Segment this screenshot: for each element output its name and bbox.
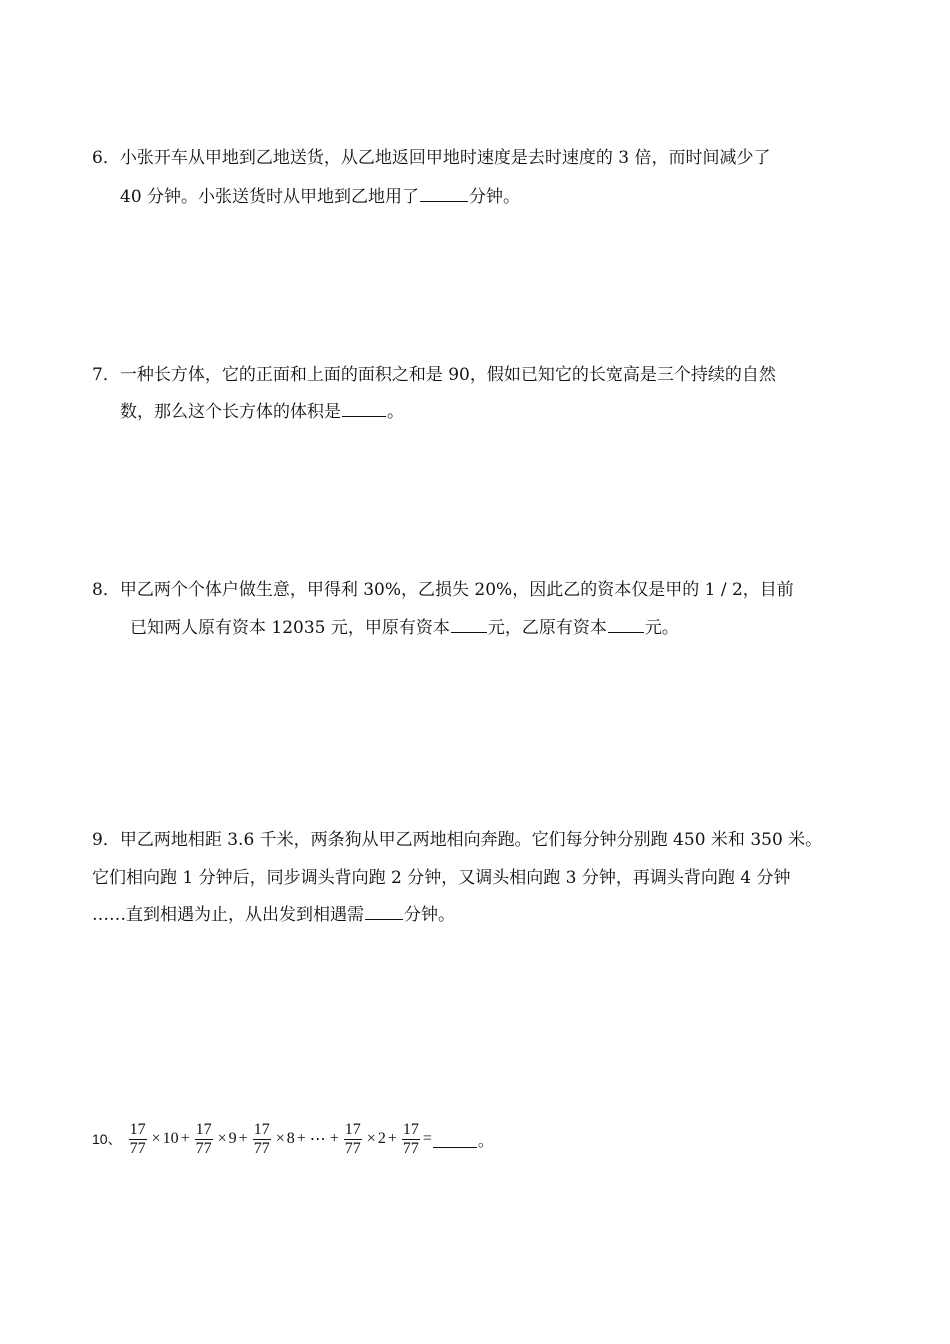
times-sign: ×: [275, 1130, 285, 1147]
q8-line2-end: 元。: [644, 618, 679, 638]
fraction-denominator: 77: [344, 1139, 361, 1157]
fraction: [253, 1121, 271, 1158]
q6-line2-text: 40 分钟。小张送货时从甲地到乙地用了: [120, 187, 420, 207]
q6-line2: [120, 185, 520, 209]
ellipsis: ⋯: [309, 1131, 326, 1148]
q6-line1: 6．小张开车从甲地到乙地送货，从乙地返回甲地时速度是去时速度的 3 倍，而时间减少了: [92, 148, 771, 168]
q7-line2: [120, 400, 404, 424]
q8-answer-blank-2: [608, 616, 644, 633]
fraction-numerator: 17: [344, 1120, 361, 1138]
q6-answer-blank: [420, 185, 468, 202]
multiplier: 9: [228, 1130, 237, 1147]
fraction: [402, 1121, 420, 1158]
fraction-numerator: 17: [253, 1120, 270, 1138]
fraction-numerator: 17: [402, 1120, 419, 1138]
equals-sign: =: [422, 1130, 432, 1147]
fraction: [129, 1121, 147, 1158]
fraction-denominator: 77: [195, 1139, 212, 1157]
plus-sign: +: [180, 1130, 190, 1147]
fraction-numerator: 17: [195, 1120, 212, 1138]
q8-line2-mid: 元，乙原有资本: [487, 618, 607, 638]
q8-line2-text: 已知两人原有资本 12035 元，甲原有资本: [130, 618, 450, 638]
q10-expression: [92, 1116, 494, 1162]
fraction-denominator: 77: [253, 1139, 270, 1157]
multiplier: 8: [286, 1130, 295, 1147]
plus-sign: +: [296, 1130, 306, 1147]
q10-answer-blank: [433, 1131, 477, 1148]
plus-sign: +: [238, 1130, 248, 1147]
q9-line2: 它们相向跑 1 分钟后，同步调头背向跑 2 分钟，又调头相向跑 3 分钟，再调头背向跑 4 分钟: [92, 868, 791, 888]
q7-answer-blank: [342, 400, 386, 417]
q8-answer-blank-1: [451, 616, 487, 633]
q9-line3-end: 分钟。: [404, 905, 455, 925]
q7-line1: 7．一种长方体，它的正面和上面的面积之和是 90，假如已知它的长宽高是三个持续的自然: [92, 365, 776, 385]
q8-line2: [130, 616, 679, 640]
q9-line3-text: ……直到相遇为止，从出发到相遇需: [92, 905, 364, 925]
fraction-denominator: 77: [402, 1139, 419, 1157]
times-sign: ×: [366, 1130, 376, 1147]
q9-line3: [92, 903, 455, 927]
times-sign: ×: [217, 1130, 227, 1147]
fraction: [195, 1121, 213, 1158]
plus-sign: +: [387, 1130, 397, 1147]
plus-sign: +: [329, 1130, 339, 1147]
times-sign: ×: [151, 1130, 161, 1147]
q10-end: 。: [477, 1132, 494, 1150]
multiplier: 10: [162, 1130, 179, 1147]
q10-label: 10、: [92, 1131, 122, 1147]
q7-line2-end: 。: [387, 402, 404, 422]
q6-line2-end: 分钟。: [469, 187, 521, 207]
multiplier: 2: [377, 1130, 386, 1147]
fraction: [344, 1121, 362, 1158]
q9-answer-blank: [365, 903, 403, 920]
fraction-denominator: 77: [129, 1139, 146, 1157]
q9-line1: 9．甲乙两地相距 3.6 千米，两条狗从甲乙两地相向奔跑。它们每分钟分别跑 450 米和 350 米。: [92, 830, 823, 850]
q7-line2-text: 数，那么这个长方体的体积是: [120, 402, 341, 422]
q8-line1: 8．甲乙两个个体户做生意，甲得利 30%，乙损失 20%，因此乙的资本仅是甲的 1 / 2，目前: [92, 580, 794, 600]
fraction-numerator: 17: [129, 1120, 146, 1138]
